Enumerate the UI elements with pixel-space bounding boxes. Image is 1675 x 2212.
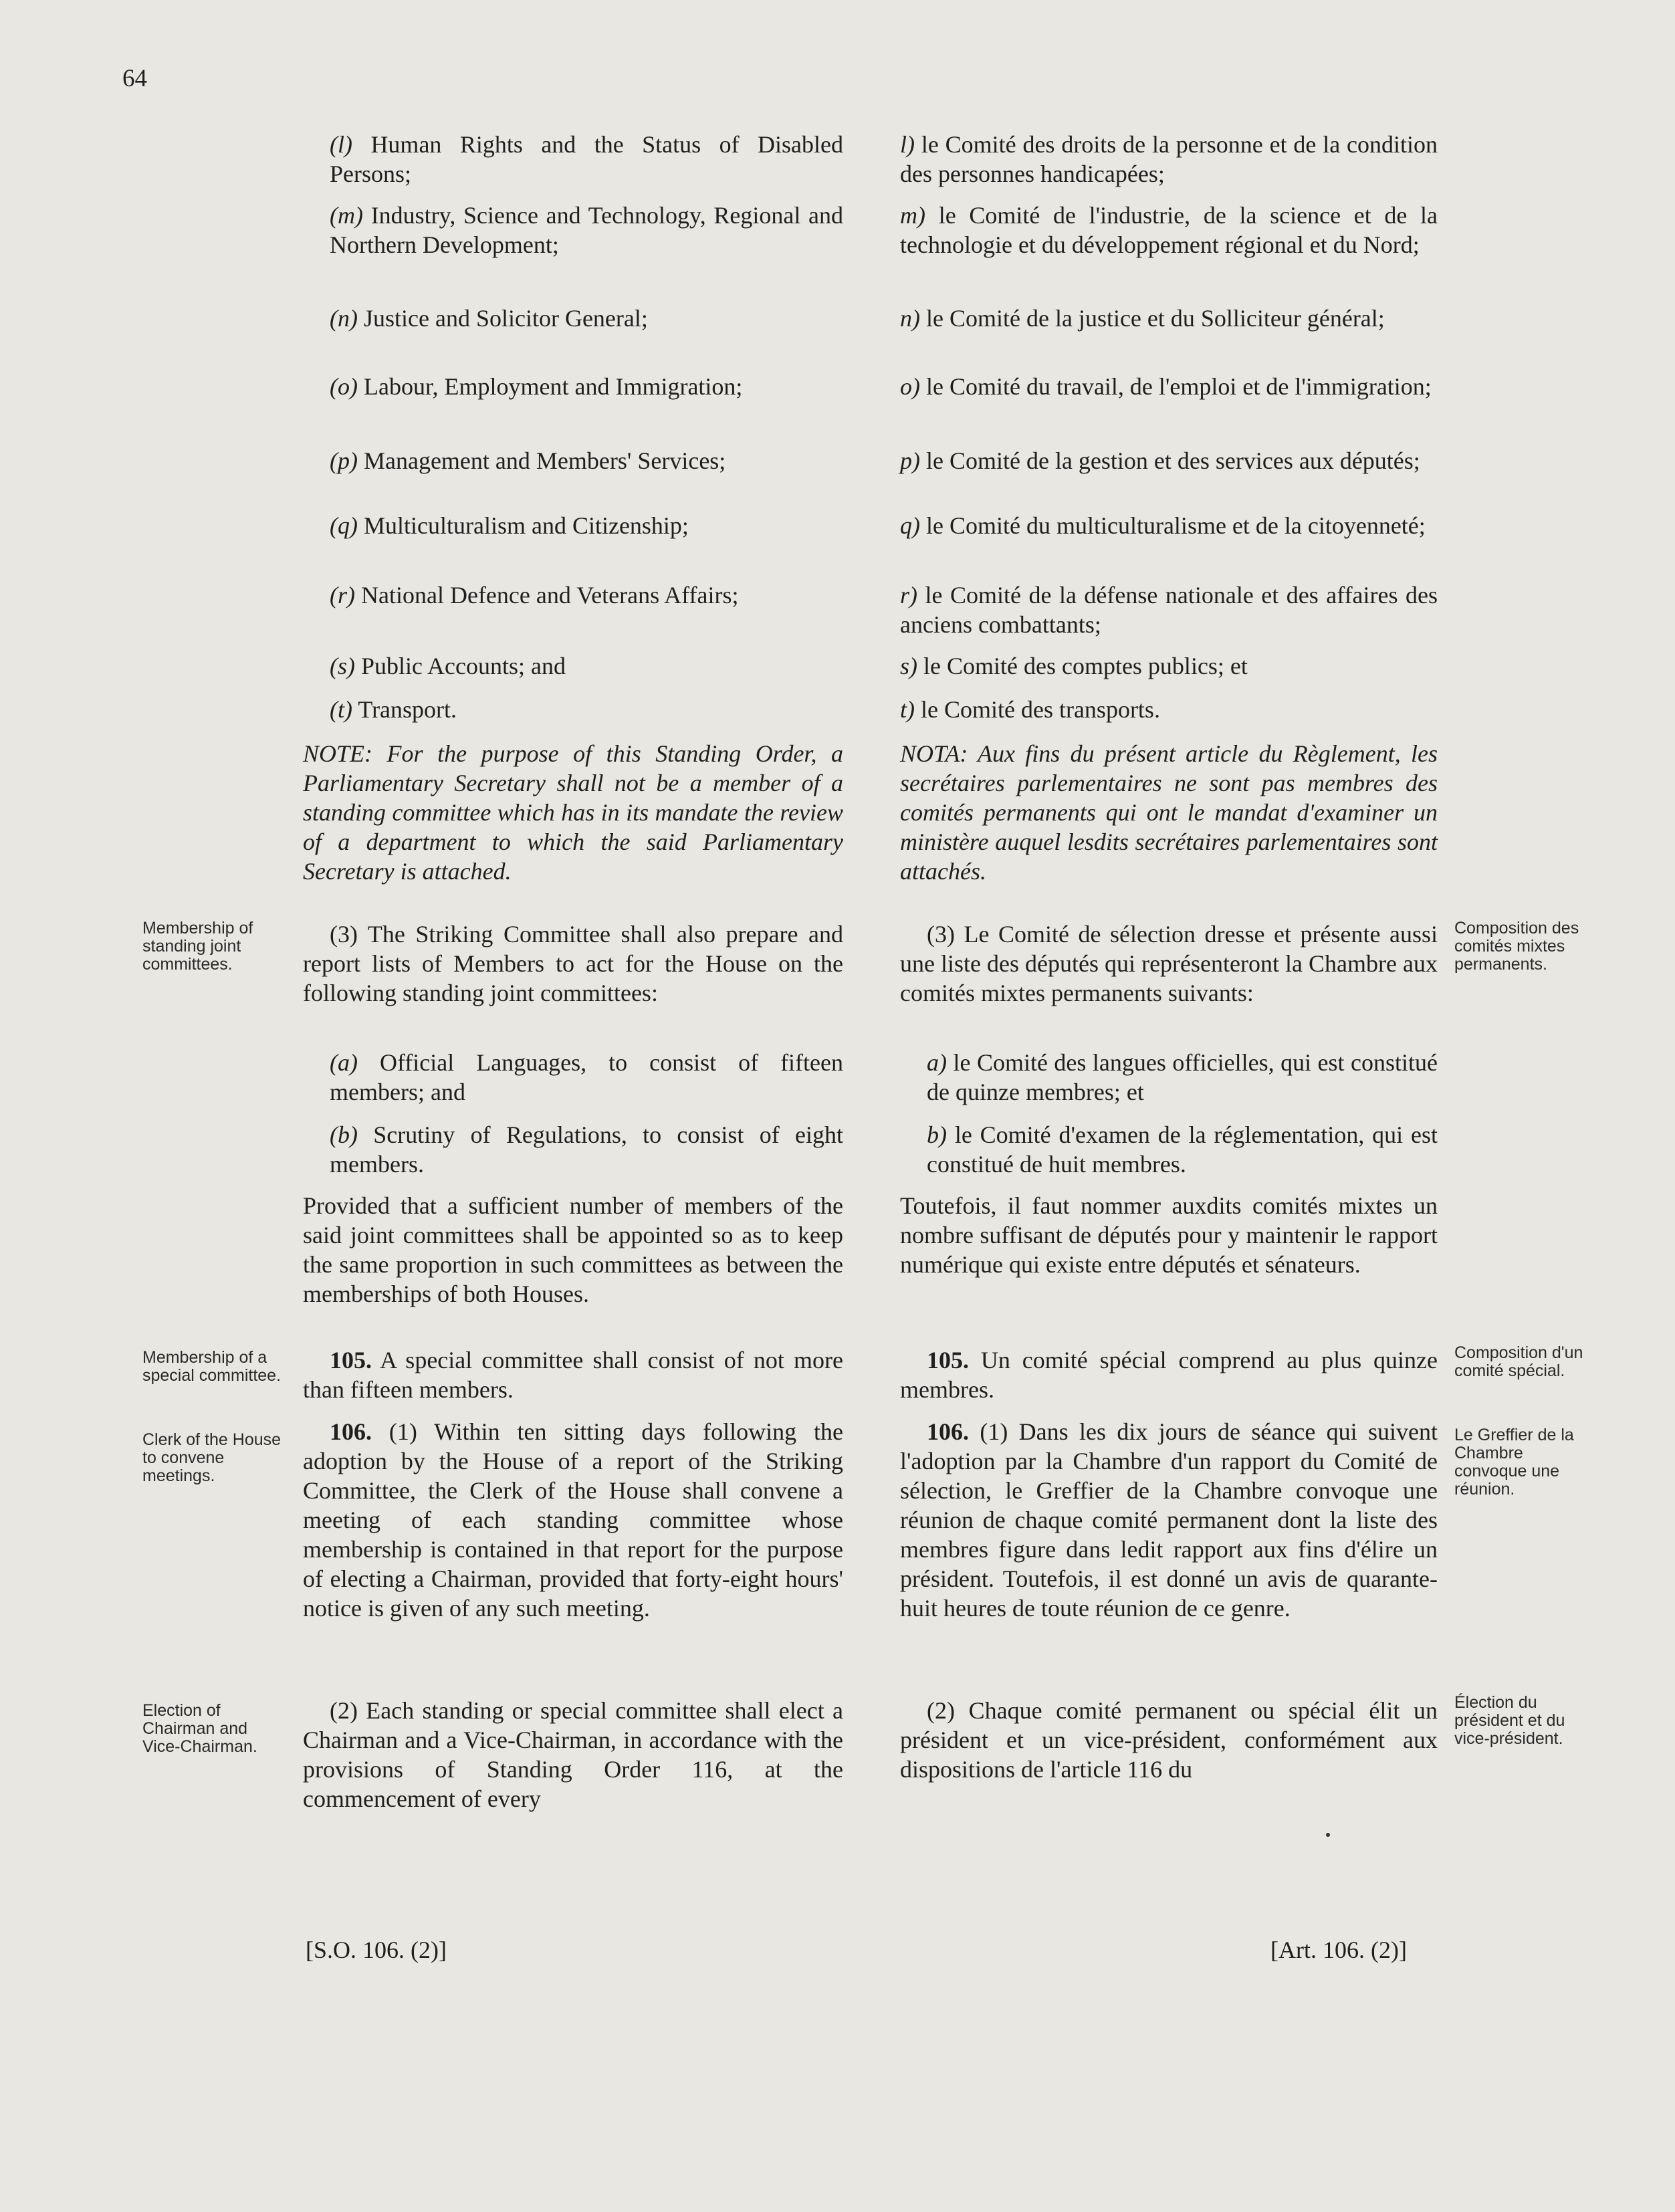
list-item: p) le Comité de la gestion et des services aux députés; (900, 447, 1420, 474)
section-106-1: 106. (1) Dans les dix jours de séance qui suivent l'adoption par la Chambre d'un rapport du Comité de sélection, le Greffier de la Chambre convoque une réunion de chaque comité permanent dont la liste des membres figure dans ledit rapport aux fins d'élire un président. Toutefois, il est donné un avis de quarante-huit heures de toute réunion de ce genre. (900, 1418, 1438, 1622)
margin-note: Le Greffier de la Chambre convoque une réunion. (1454, 1426, 1574, 1499)
list-item: r) le Comité de la défense nationale et des affaires des anciens combattants; (900, 582, 1438, 638)
sub-item-a: (a) Official Languages, to consist of fifteen members; and (330, 1049, 844, 1105)
note-paragraph: NOTA: Aux fins du présent article du Règlement, les secrétaires parlementaires ne sont pas membres des comités permanents qui ont le mandat d'examiner un ministère auquel lesdits secrétaires parlementaires sont attachés. (900, 740, 1438, 885)
paragraph-3: (3) The Striking Committee shall also prepare and report lists of Members to act for the House on the following standing joint committees: (303, 921, 843, 1006)
list-item: n) le Comité de la justice et du Solliciteur général; (900, 305, 1385, 332)
list-item: (m) Industry, Science and Technology, Regional and Northern Development; (330, 202, 844, 258)
reference-footer-fr: [Art. 106. (2)] (1270, 1937, 1407, 1963)
reference-footer-en: [S.O. 106. (2)] (306, 1937, 447, 1963)
note-paragraph: NOTE: For the purpose of this Standing Order, a Parliamentary Secretary shall not be a member of a standing committee which has in its mandate the review of a department to which the said Parliamentary Secretary is attached. (303, 740, 843, 885)
list-item: s) le Comité des comptes publics; et (900, 653, 1248, 679)
list-item: l) le Comité des droits de la personne et de la condition des personnes handicapées; (900, 131, 1438, 187)
proviso-paragraph: Provided that a sufficient number of members of the said joint committees shall be appointed so as to keep the same proportion in such committees as between the memberships of both Houses. (303, 1192, 843, 1307)
section-106-2: (2) Each standing or special committee shall elect a Chairman and a Vice-Chairman, in accordance with the provisions of Standing Order 116, at the commencement of every (303, 1697, 843, 1812)
list-item: (q) Multiculturalism and Citizenship; (330, 512, 689, 539)
section-106-1: 106. (1) Within ten sitting days following the adoption by the House of a report of the Striking Committee, the Clerk of the House shall convene a meeting of each standing committee whose membership is contained in that report for the purpose of electing a Chairman, provided that forty-eight hours' notice is given of any such meeting. (303, 1418, 844, 1622)
margin-note: Election of Chairman and Vice-Chairman. (142, 1701, 257, 1756)
list-item: m) le Comité de l'industrie, de la science et de la technologie et du développement régional et du Nord; (900, 202, 1438, 258)
list-item: q) le Comité du multiculturalisme et de la citoyenneté; (900, 512, 1426, 539)
margin-note: Clerk of the House to convene meetings. (142, 1430, 282, 1485)
proviso-paragraph: Toutefois, il faut nommer auxdits comités mixtes un nombre suffisant de députés pour y maintenir le rapport numérique qui existe entre députés et sénateurs. (900, 1192, 1438, 1278)
list-item: o) le Comité du travail, de l'emploi et de l'immigration; (900, 373, 1432, 400)
list-item: (r) National Defence and Veterans Affairs; (330, 582, 739, 609)
list-item: (l) Human Rights and the Status of Disabled Persons; (330, 131, 844, 187)
margin-note: Membership of standing joint committees. (142, 919, 253, 974)
margin-note: Membership of a special committee. (142, 1348, 282, 1385)
section-105: 105. Un comité spécial comprend au plus quinze membres. (900, 1347, 1438, 1403)
margin-note: Composition des comités mixtes permanents. (1454, 919, 1579, 974)
list-item: (p) Management and Members' Services; (330, 447, 726, 474)
list-item: (s) Public Accounts; and (330, 653, 566, 679)
list-item: (t) Transport. (330, 696, 457, 723)
sub-item-b: b) le Comité d'examen de la réglementation, qui est constitué de huit membres. (927, 1121, 1438, 1178)
page-number: 64 (122, 65, 147, 92)
section-105: 105. A special committee shall consist of not more than fifteen members. (303, 1347, 843, 1403)
section-106-2: (2) Chaque comité permanent ou spécial élit un président et un vice-président, conformément aux dispositions de l'article 116 du (900, 1697, 1438, 1783)
paragraph-3: (3) Le Comité de sélection dresse et présente aussi une liste des députés qui représenteront la Chambre aux comités mixtes permanents suivants: (900, 921, 1438, 1006)
list-item: (n) Justice and Solicitor General; (330, 305, 648, 332)
margin-note: Composition d'un comité spécial. (1454, 1343, 1583, 1380)
sub-item-a: a) le Comité des langues officielles, qui est constitué de quinze membres; et (927, 1049, 1438, 1105)
margin-note: Élection du président et du vice-président. (1454, 1693, 1565, 1748)
list-item: (o) Labour, Employment and Immigration; (330, 373, 743, 400)
list-item: t) le Comité des transports. (900, 696, 1160, 723)
stray-dot (1326, 1833, 1330, 1837)
sub-item-b: (b) Scrutiny of Regulations, to consist of eight members. (330, 1121, 843, 1178)
